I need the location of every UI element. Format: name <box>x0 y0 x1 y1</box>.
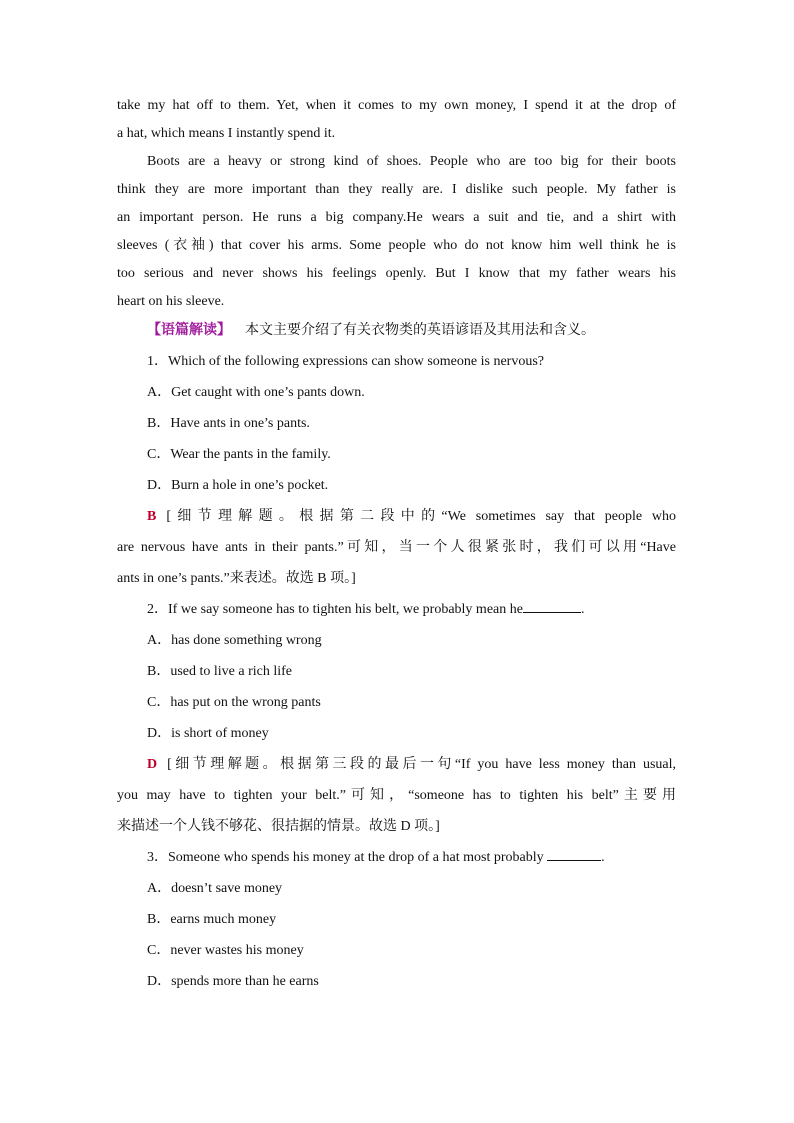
answer-blank <box>523 598 581 613</box>
passage-line: too serious and never shows his feelings openly. But I know that my father wears his <box>117 266 676 281</box>
passage-line: think they are more important than they really are. I dislike such people. My father is <box>117 182 676 197</box>
option-a: A．has done something wrong <box>147 633 322 648</box>
explanation-line <box>117 749 676 780</box>
option-c: C．has put on the wrong pants <box>147 695 321 710</box>
explanation-line: 来描述一个人钱不够花、很拮据的情景。故选 D 项。] <box>117 819 440 834</box>
passage <box>117 92 676 316</box>
question-1 <box>117 346 676 594</box>
explanation-line <box>117 501 676 532</box>
passage-line: a hat, which means I instantly spend it. <box>117 126 336 141</box>
option-b: B．earns much money <box>147 912 277 927</box>
passage-line: sleeves (衣袖) that cover his arms. Some people who do not know him well think he is <box>117 238 676 253</box>
option-a: A．doesn’t save money <box>147 881 283 896</box>
answer-letter: B <box>147 509 157 524</box>
summary-text: 本文主要介绍了有关衣物类的英语谚语及其用法和含义。 <box>245 323 595 338</box>
question-stem: 1．Which of the following expressions can show someone is nervous? <box>147 354 544 369</box>
question-stem-end: . <box>601 850 605 865</box>
option-d: D．is short of money <box>147 726 269 741</box>
passage-line: take my hat off to them. Yet, when it comes to my own money, I spend it at the drop of <box>117 98 676 113</box>
passage-line: an important person. He runs a big company.He wears a suit and tie, and a shirt with <box>117 210 676 225</box>
question-stem <box>117 594 676 625</box>
explanation-line: are nervous have ants in their pants.”可知，当一个人很紧张时，我们可以用“Have <box>117 540 676 555</box>
explanation-text: [细节理解题。根据第二段中的“We sometimes say that people who <box>166 509 676 524</box>
explanation-text: [细节理解题。根据第三段的最后一句“If you have less money than usual, <box>167 757 676 772</box>
option-b: B．Have ants in one’s pants. <box>147 416 310 431</box>
question-stem <box>117 842 676 873</box>
document-page <box>117 92 676 997</box>
explanation-line: ants in one’s pants.”来表述。故选 B 项。] <box>117 571 356 586</box>
option-a: A．Get caught with one’s pants down. <box>147 385 365 400</box>
question-stem-text: 3．Someone who spends his money at the drop of a hat most probably <box>147 850 544 865</box>
option-d: D．spends more than he earns <box>147 974 319 989</box>
question-3 <box>117 842 676 997</box>
answer-blank <box>547 846 601 861</box>
summary <box>117 316 676 346</box>
summary-tag: 【语篇解读】 <box>147 323 231 338</box>
explanation-line: you may have to tighten your belt.”可知，“someone has to tighten his belt”主要用 <box>117 788 676 803</box>
passage-line: Boots are a heavy or strong kind of shoes. People who are too big for their boots <box>147 154 676 169</box>
question-stem-end: . <box>580 602 585 617</box>
question-stem-text: 2．If we say someone has to tighten his belt, we probably mean he <box>147 602 523 617</box>
option-b: B．used to live a rich life <box>147 664 293 679</box>
answer-letter: D <box>147 757 158 772</box>
option-c: C．never wastes his money <box>147 943 304 958</box>
option-c: C．Wear the pants in the family. <box>147 447 331 462</box>
option-d: D．Burn a hole in one’s pocket. <box>147 478 329 493</box>
question-2 <box>117 594 676 842</box>
passage-line: heart on his sleeve. <box>117 294 225 309</box>
